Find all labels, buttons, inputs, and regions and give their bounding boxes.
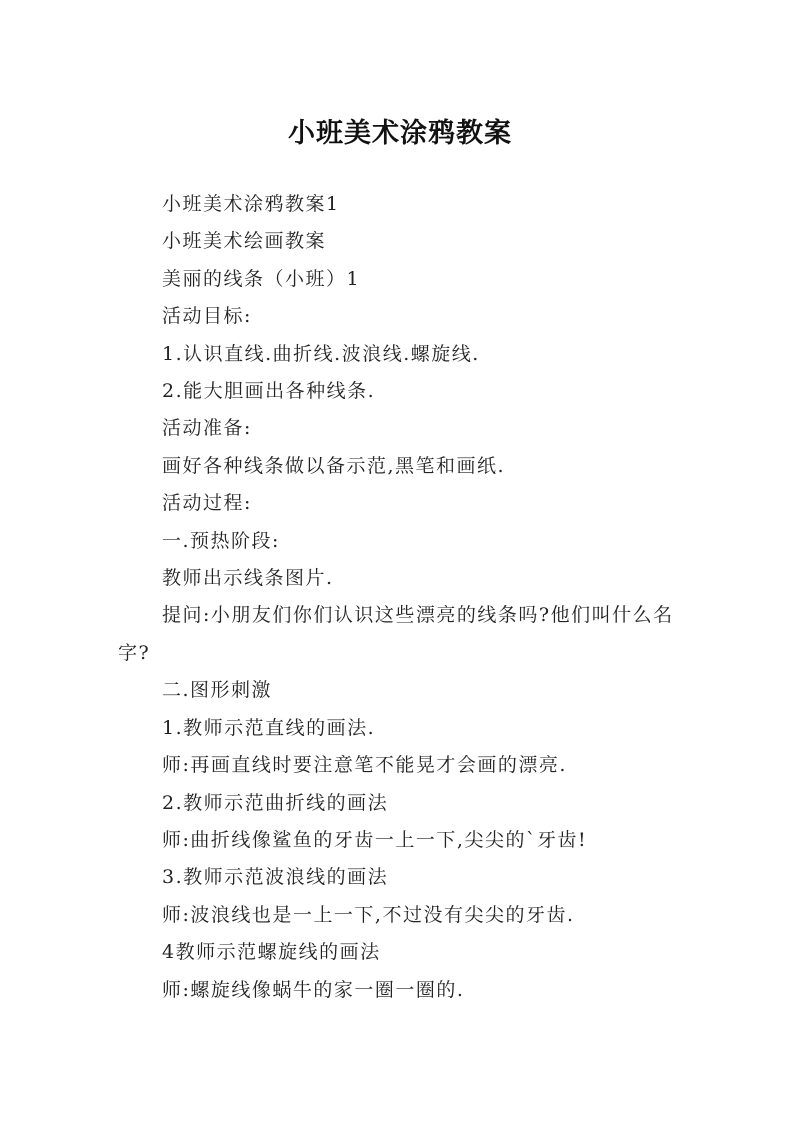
paragraph: 3.教师示范波浪线的画法	[162, 866, 389, 889]
paragraph: 小班美术涂鸦教案1	[162, 193, 340, 215]
document-title: 小班美术涂鸦教案	[288, 118, 512, 150]
paragraph: 一.预热阶段:	[162, 529, 280, 552]
paragraph: 教师出示线条图片.	[162, 567, 334, 590]
paragraph: 美丽的线条（小班）1	[162, 267, 361, 290]
paragraph: 师:螺旋线像蜗牛的家一圈一圈的.	[162, 978, 465, 1001]
paragraph: 4教师示范螺旋线的画法	[162, 941, 381, 964]
paragraph: 师:曲折线像鲨鱼的牙齿一上一下,尖尖的`牙齿!	[162, 828, 588, 851]
paragraph: 二.图形刺激	[162, 679, 273, 702]
paragraph: 提问:小朋友们你们认识这些漂亮的线条吗?他们叫什么名字?	[118, 604, 674, 664]
paragraph: 1.认识直线.曲折线.波浪线.螺旋线.	[162, 342, 480, 365]
paragraph: 活动准备:	[162, 417, 252, 440]
paragraph: 活动目标:	[162, 305, 252, 328]
document-body	[118, 186, 688, 1009]
paragraph: 师:波浪线也是一上一下,不过没有尖尖的牙齿.	[162, 903, 575, 926]
paragraph: 活动过程:	[162, 492, 252, 515]
paragraph: 2.教师示范曲折线的画法	[162, 791, 389, 814]
paragraph: 画好各种线条做以备示范,黑笔和画纸.	[162, 454, 506, 477]
paragraph: 师:再画直线时要注意笔不能晃才会画的漂亮.	[162, 754, 567, 777]
paragraph: 1.教师示范直线的画法.	[162, 716, 376, 739]
paragraph: 小班美术绘画教案	[162, 230, 327, 253]
paragraph: 2.能大胆画出各种线条.	[162, 380, 376, 403]
